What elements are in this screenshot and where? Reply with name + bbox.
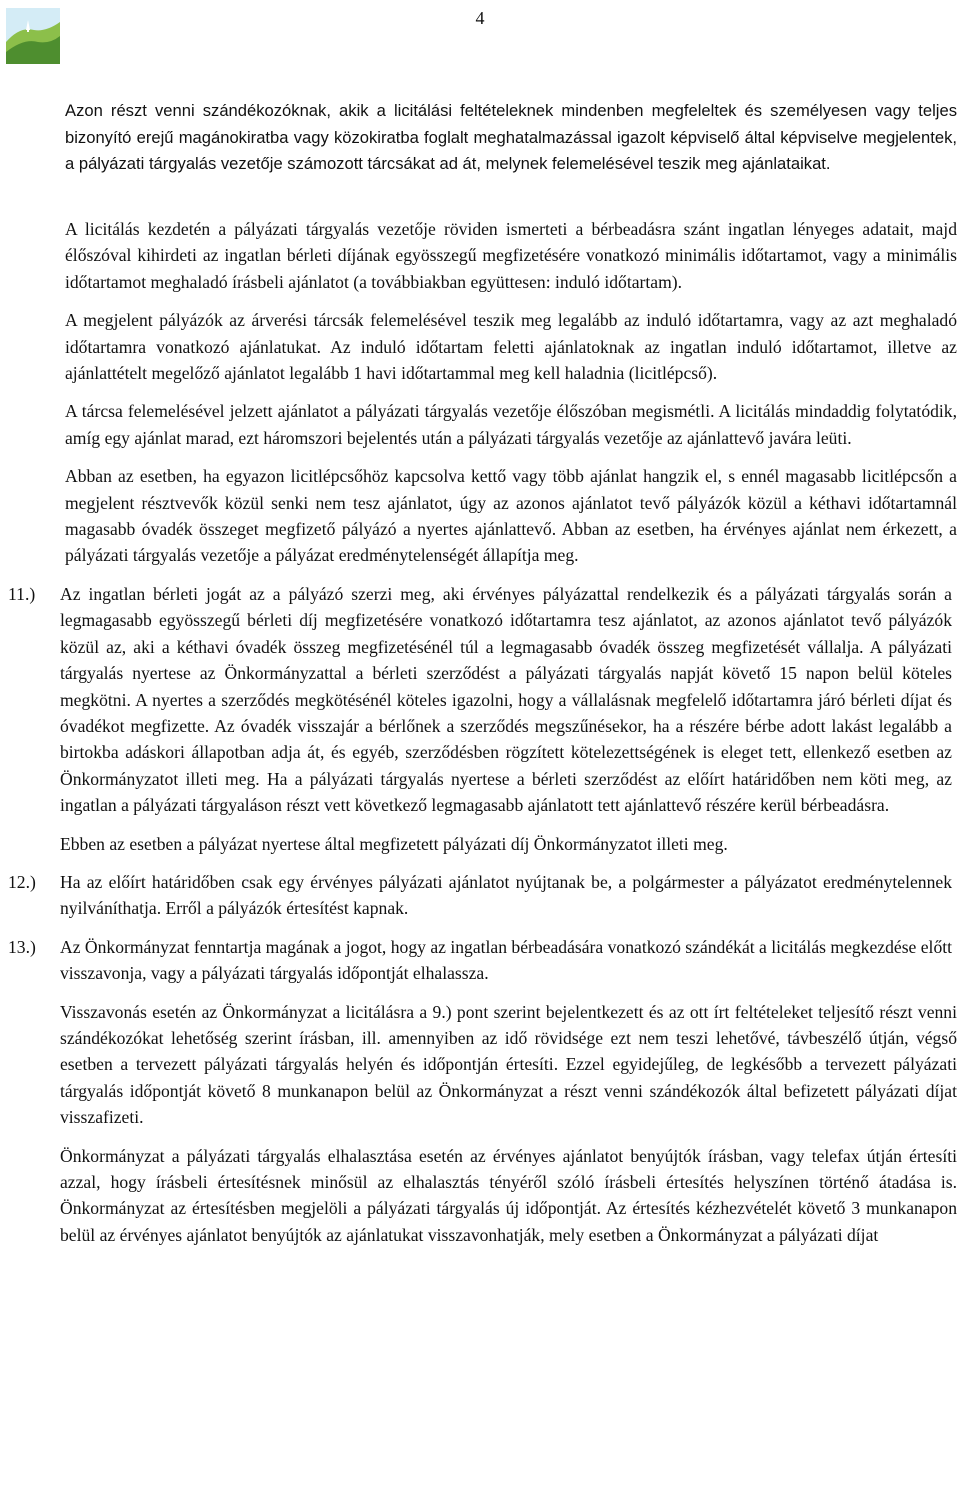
paragraph-disc-raise: A tárcsa felemelésével jelzett ajánlatot a pályázati tárgyalás vezetője élőszóban megismétli. A licitálás mindaddig folytatódik, amíg egy ajánlat marad, ezt háromszori bejelentés után a pályázati tárgyalás vezetője az ajánlattevő javára leüti. <box>65 401 957 448</box>
paragraph-licit-start: A licitálás kezdetén a pályázati tárgyalás vezetője röviden ismerteti a bérbeadásra szánt ingatlan lényeges adatait, majd élőszóval kihirdeti az ingatlan bérleti díjának egyösszegű megfizetésére vonatkozó minimális időtartamot, vagy a minimális időtartamot meghaladó írásbeli ajánlatot (a továbbiakban együttesen: induló időtartam). <box>65 219 957 292</box>
page-number: 4 <box>475 8 485 28</box>
paragraph-postponement: Önkormányzat a pályázati tárgyalás elhalasztása esetén az érvényes ajánlatot benyújtók írásban, vagy telefax útján értesíti azzal, hogy írásbeli értesítésnek minősül az elhalasztás tényéről szóló írásbeli értesítés helyszínen történő átadása is. Önkormányzat az értesítésben megjelöli a pályázati tárgyalás új időpontját. Az értesítés kézhezvételét követő 3 munkanapon belül az érvényes ajánlatot benyújtók az ajánlatukat visszavonhatják, mely esetben a Önkormányzat a pályázati díjat <box>60 1145 957 1245</box>
list-item-12 <box>0 869 957 922</box>
item-text: Az Önkormányzat fenntartja magának a jogot, hogy az ingatlan bérbeadására vonatkozó szándékát a licitálás megkezdése előtt visszavonja, vagy a pályázati tárgyalás időpontját elhalassza. <box>60 936 953 984</box>
item-number: 11.) <box>8 583 36 604</box>
document-body <box>0 216 960 1260</box>
paragraph-bids: A megjelent pályázók az árverési tárcsák felemelésével teszik meg legalább az induló időtartamra, vagy az azt meghaladó időtartamra vonatkozó ajánlatukat. Az induló időtartam feletti ajánlatoknak az ingatlan induló időtartamot, illetve az ajánlattételt megelőző ajánlatot legalább 1 havi időtartammal meg kell haladnia (licitlépcső). <box>65 310 957 384</box>
item-number: 13.) <box>8 936 36 957</box>
item-text: Az ingatlan bérleti jogát az a pályázó szerzi meg, aki érvényes pályázattal rendelkezik és a pályázati tárgyalás során a legmagasabb egyösszegű bérleti díj megfizetésére vonatkozó időtartamra tesz ajánlatot, az azonos ajánlatot tevő pályázók közül az, aki a kéthavi óvadék összeg megfizetésénél túl a legmagasabb óvadék összeg megfizetését vállalja. A pályázati tárgyalás nyertese az Önkormányzattal a bérleti szerződést a pályázati tárgyalás napját követő 15 napon belül köteles megkötni. A nyertes a szerződés megkötésénél köteles igazolni, hogy a vállalásnak megfelelő időtartamra járó bérleti díjat és óvadékot megfizette. Az óvadék visszajár a bérlőnek a szerződés megszűnésekor, ha a részére bérbe adott lakást legalább a birtokba adáskori állapotban adja át, és egyéb, szerződésben rögzített kötelezettségének is eleget tett, ellenkező esetben az Önkormányzatot illeti meg. Ha a pályázati tárgyalás nyertese a bérleti szerződést az előírt határidőben nem köti meg, az ingatlan a pályázati tárgyaláson részt vett következő legmagasabb ajánlatott tett ajánlattevő részére kerül bérbeadásra. <box>60 583 952 816</box>
paragraph-withdrawal: Visszavonás esetén az Önkormányzat a licitálásra a 9.) pont szerint bejelentkezett és az ott írt feltételeket teljesítő részt venni szándékozókat lehetőség szerint írásban, ill. amennyiben az idő rövidsége ezt nem teszi lehetővé, távbeszélő útján, végső esetben a tervezett pályázati tárgyalás helyén és időpontján értesíti. Ezzel egyidejűleg, de legkésőbb a tervezett pályázati tárgyalás időpontját követő 8 munkanapon belül az Önkormányzat a részt venni szándékozók által befizetett pályázati díjat visszafizeti. <box>60 1001 957 1128</box>
paragraph-equal-bids: Abban az esetben, ha egyazon licitlépcsőhöz kapcsolva kettő vagy több ajánlat hangzik el, s ennél magasabb licitlépcsőn a megjelent résztvevők közül senki nem tesz ajánlatot, úgy az azonos ajánlatot tevő pályázók közül a kéthavi időtartamnál magasabb óvadék összeget megfizető pályázó a nyertes ajánlattevő. Abban az esetben, ha érvényes ajánlat nem érkezett, a pályázati tárgyalás vezetője a pályázat eredménytelenségét állapítja meg. <box>65 466 957 566</box>
item-number: 12.) <box>8 871 36 892</box>
intro-paragraph: Azon részt venni szándékozóknak, akik a licitálási feltételeknek mindenben megfeleltek és személyesen vagy teljes bizonyító erejű magánokiratba vagy közokiratba foglalt meghatalmazással igazolt képviselő által képviselve megjelentek, a pályázati tárgyalás vezetője számozott tárcsákat ad át, melynek felemelésével teszik meg ajánlataikat. <box>65 101 957 173</box>
item-text: Ha az előírt határidőben csak egy érvényes pályázati ajánlatot nyújtanak be, a polgármester a pályázatot eredménytelennek nyilváníthatja. Erről a pályázók értesítést kapnak. <box>60 871 952 919</box>
list-item-11 <box>0 581 957 819</box>
paragraph-after-item-11: Ebben az esetben a pályázat nyertese által megfizetett pályázati díj Önkormányzatot illeti meg. <box>60 833 728 854</box>
list-item-13 <box>0 934 957 987</box>
